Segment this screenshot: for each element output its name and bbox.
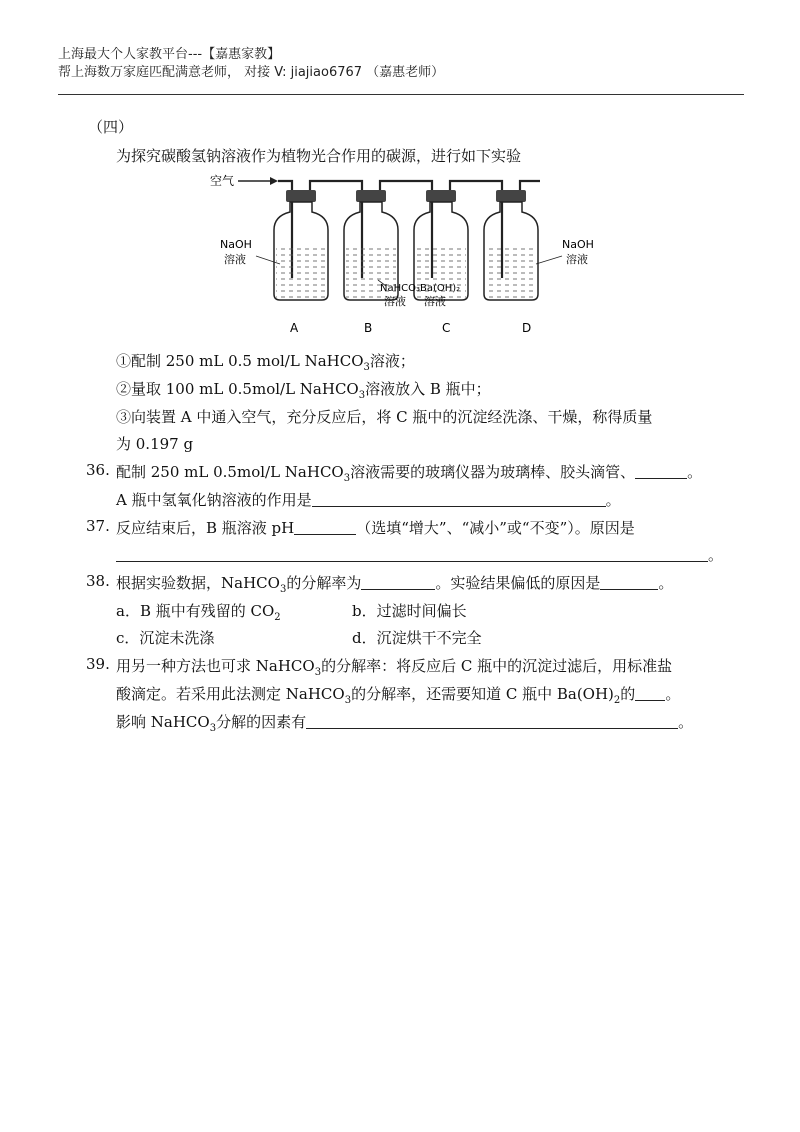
step-3-line-2: 为 0.197 g [116, 435, 194, 453]
question-36-line-1: 配制 250 mL 0.5mol/L NaHCO$_3$溶液需要的玻璃仪器为玻璃棒、胶头滴管、 。 [116, 463, 703, 484]
option-38-b: b．过滤时间偏长 [352, 602, 467, 620]
naoh-left-label-2: 溶液 [224, 253, 246, 266]
question-38-line-1: 根据实验数据，NaHCO$_3$的分解率为 。实验结果偏低的原因是 。 [116, 574, 674, 595]
naoh-right-label-1: NaOH [562, 238, 594, 251]
question-37-line-2: 。 [116, 544, 723, 565]
option-38-a: a．B 瓶中有残留的 $CO_2$ [116, 602, 281, 623]
bottle-a [274, 190, 328, 300]
option-38-d: d．沉淀烘干不完全 [352, 629, 482, 647]
naoh-right-label-2: 溶液 [566, 253, 588, 266]
answer-blank-39b[interactable] [306, 714, 678, 729]
nahco3-label-2: 溶液 [384, 295, 406, 308]
air-arrow-head [270, 177, 278, 185]
baoh2-label-2: 溶液 [424, 295, 446, 308]
header-line-2: 帮上海数万家庭匹配满意老师， 对接 V: jiajiao6767 （嘉惠老师） [58, 65, 445, 80]
question-37-line-1: 反应结束后，B 瓶溶液 pH （选填“增大”、“减小”或“不变”）。原因是 [116, 519, 635, 537]
question-39-line-2: 酸滴定。若采用此法测定 NaHCO$_3$的分解率，还需要知道 C 瓶中 $Ba(OH)_2$的 。 [116, 685, 681, 706]
header-rule [58, 94, 744, 95]
naoh-left-label-1: NaOH [220, 238, 252, 251]
bottle-label-b: B [364, 321, 373, 335]
answer-blank-36a[interactable] [635, 464, 687, 479]
step-3-line-1: ③向装置 A 中通入空气，充分反应后，将 C 瓶中的沉淀经洗涤、干燥，称得质量 [116, 408, 653, 426]
bottle-label-c: C [442, 321, 451, 335]
bottle-d [484, 190, 538, 300]
option-38-c: c．沉淀未洗涤 [116, 629, 215, 647]
answer-blank-36b[interactable] [312, 492, 606, 507]
bottle-label-a: A [290, 321, 299, 335]
question-37-number: 37. [86, 517, 110, 535]
apparatus-diagram [200, 168, 620, 340]
step-2: ②量取 100 mL 0.5mol/L NaHCO$_3$溶液放入 B 瓶中； [116, 380, 491, 401]
question-38-number: 38. [86, 572, 110, 590]
bottle-label-d: D [522, 321, 532, 335]
header-line-1: 上海最大个人家教平台---【嘉惠家教】 [58, 47, 281, 62]
question-36-number: 36. [86, 461, 110, 479]
question-36-line-2: A 瓶中氢氧化钠溶液的作用是 。 [116, 491, 621, 509]
answer-blank-37b[interactable] [116, 547, 708, 562]
air-label: 空气 [210, 174, 235, 188]
question-39-line-1: 用另一种方法也可求 NaHCO$_3$的分解率：将反应后 C 瓶中的沉淀过滤后，用标准盐 [116, 657, 673, 678]
answer-blank-38b[interactable] [600, 575, 658, 590]
step-1: ①配制 250 mL 0.5 mol/L NaHCO$_3$溶液； [116, 352, 415, 373]
answer-blank-38a[interactable] [361, 575, 435, 590]
page-header [58, 46, 444, 82]
question-39-number: 39. [86, 655, 110, 673]
section-title: （四） [88, 118, 134, 136]
answer-blank-37a[interactable] [294, 520, 356, 535]
section-intro: 为探究碳酸氢钠溶液作为植物光合作用的碳源，进行如下实验 [116, 147, 522, 165]
baoh2-label-1: Ba(OH)₂ [420, 283, 461, 294]
question-39-line-3: 影响 NaHCO$_3$分解的因素有 。 [116, 713, 694, 734]
answer-blank-39a[interactable] [635, 686, 665, 701]
nahco3-label-1: NaHCO₃ [380, 283, 420, 294]
